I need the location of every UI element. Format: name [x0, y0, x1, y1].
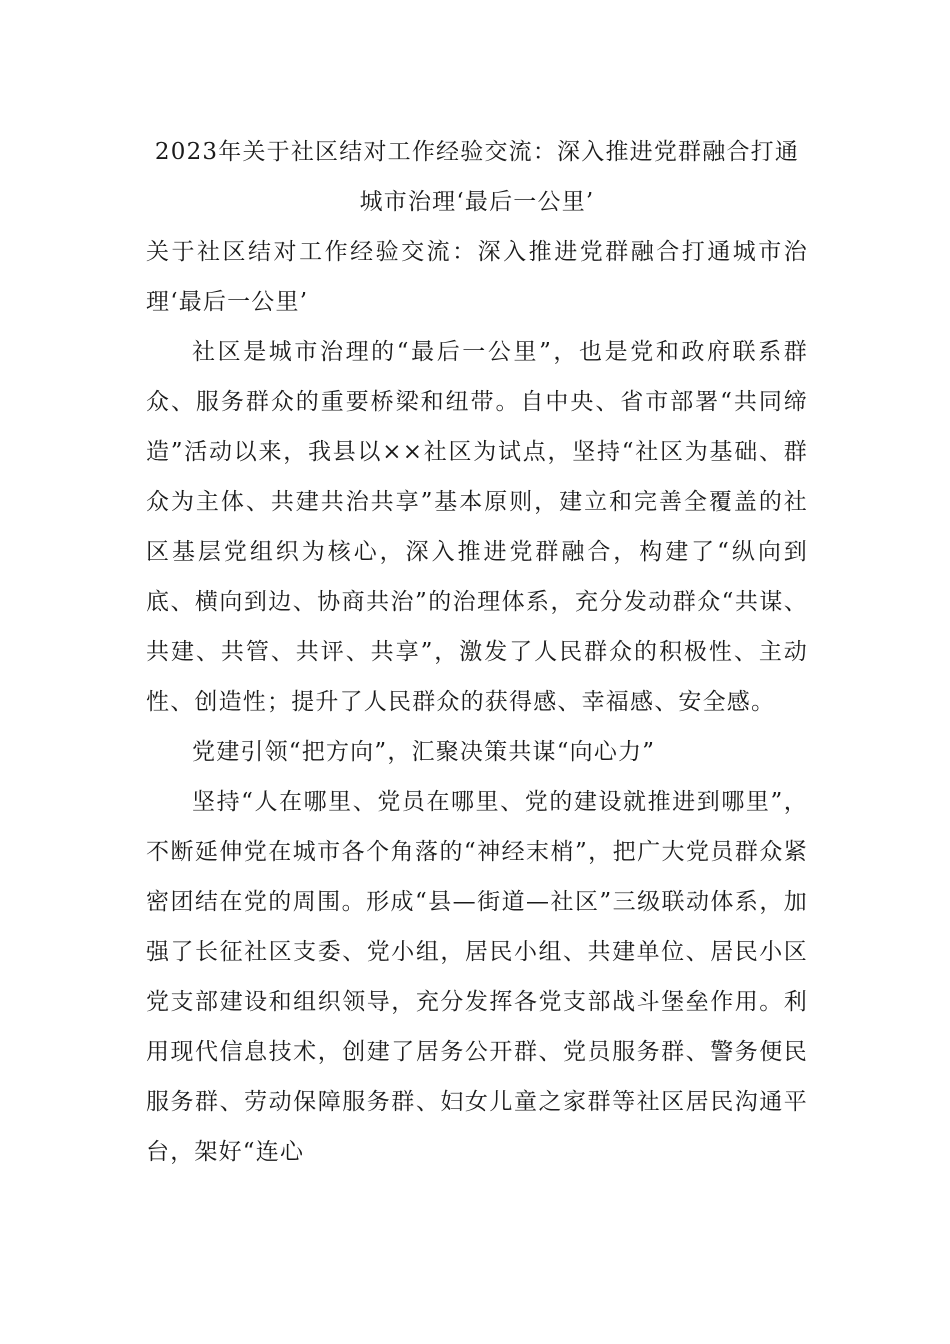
- document-subtitle: 关于社区结对工作经验交流：深入推进党群融合打通城市治理‘最后一公里’: [146, 239, 808, 315]
- intro-paragraph: 社区是城市治理的“最后一公里”，也是党和政府联系群众、服务群众的重要桥梁和纽带。自中央、省市部署“共同缔造”活动以来，我县以××社区为试点，坚持“社区为基础、群众为主体、共建共治共享”基本原则，建立和完善全覆盖的社区基层党组织为核心，深入推进党群融合，构建了“纵向到底、横向到边、协商共治”的治理体系，充分发动群众“共谋、共建、共管、共评、共享”，激发了人民群众的积极性、主动性、创造性；提升了人民群众的获得感、幸福感、安全感。: [146, 339, 808, 715]
- section-paragraph: 坚持“人在哪里、党员在哪里、党的建设就推进到哪里”，不断延伸党在城市各个角落的“神经末梢”，把广大党员群众紧密团结在党的周围。形成“县—街道—社区”三级联动体系，加强了长征社区支委、党小组，居民小组、共建单位、居民小区党支部建设和组织领导，充分发挥各党支部战斗堡垒作用。利用现代信息技术，创建了居务公开群、党员服务群、警务便民服务群、劳动保障服务群、妇女儿童之家群等社区居民沟通平台，架好“连心: [146, 789, 808, 1165]
- section-heading: 党建引领“把方向”，汇聚决策共谋“向心力”: [192, 739, 656, 765]
- document-body: [146, 127, 808, 1177]
- document-title: 2023年关于社区结对工作经验交流：深入推进党群融合打通城市治理‘最后一公里’: [154, 139, 800, 215]
